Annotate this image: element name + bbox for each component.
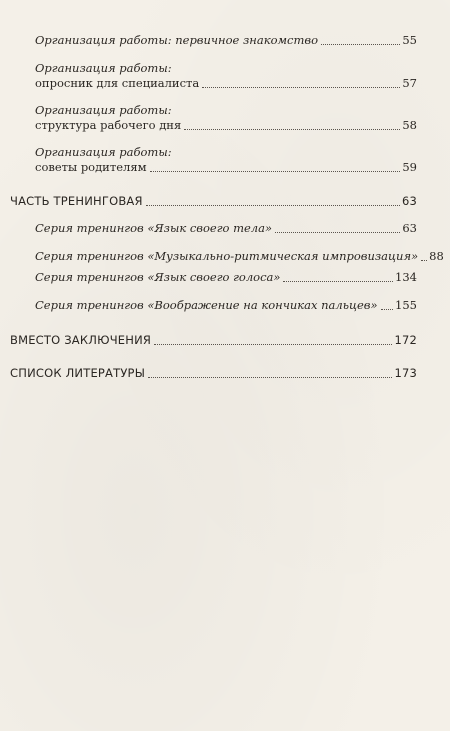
toc-entry-page: 134 — [395, 270, 417, 284]
toc-entry-title: Серия тренингов «Язык своего голоса» — [35, 270, 281, 284]
toc-entry[interactable] — [35, 298, 417, 313]
toc-entry[interactable] — [35, 221, 417, 236]
toc-section-title: ЧАСТЬ ТРЕНИНГОВАЯ — [10, 194, 143, 208]
toc-entry-title: Серия тренингов «Язык своего тела» — [35, 221, 273, 235]
toc-entry[interactable] — [35, 33, 417, 48]
toc-entry-title-cont: структура рабочего дня — [35, 118, 182, 132]
toc-section-page: 172 — [394, 333, 417, 347]
dot-leader — [146, 205, 400, 206]
dot-leader — [275, 232, 400, 233]
dot-leader — [184, 129, 400, 130]
toc-entry-title: Серия тренингов «Музыкально-ритмическая импровизация» — [35, 249, 419, 263]
toc-entry-page: 88 — [429, 249, 444, 263]
toc-entry-page: 63 — [402, 221, 417, 235]
toc-entry[interactable] — [35, 249, 444, 264]
toc-entry[interactable] — [35, 270, 417, 285]
toc-section[interactable] — [10, 366, 417, 381]
toc-entry-page: 59 — [402, 160, 417, 174]
dot-leader — [150, 171, 401, 172]
toc-section-page: 63 — [401, 194, 417, 208]
toc-entry[interactable] — [35, 61, 417, 91]
toc-entry-title: Организация работы: первичное знакомство — [35, 33, 319, 47]
toc-section-title: ВМЕСТО ЗАКЛЮЧЕНИЯ — [10, 333, 152, 347]
toc-entry-title: Организация работы: — [35, 145, 172, 159]
toc-entry-page: 155 — [395, 298, 417, 312]
toc-section-title: СПИСОК ЛИТЕРАТУРЫ — [10, 366, 146, 380]
dot-leader — [202, 87, 400, 88]
dot-leader — [283, 281, 393, 282]
toc-entry-page: 57 — [402, 76, 417, 90]
toc-section[interactable] — [10, 194, 417, 209]
toc-section[interactable] — [10, 333, 417, 348]
toc-entry[interactable] — [35, 103, 417, 133]
dot-leader — [148, 377, 392, 378]
toc-entry-page: 55 — [402, 33, 417, 47]
toc-section-page: 173 — [394, 366, 417, 380]
toc-entry-title: Серия тренингов «Воображение на кончиках пальцев» — [35, 298, 378, 312]
toc-entry[interactable] — [35, 145, 417, 175]
toc-entry-title-cont: советы родителям — [35, 160, 147, 174]
dot-leader — [154, 344, 392, 345]
dot-leader — [381, 309, 394, 310]
dot-leader — [421, 260, 427, 261]
toc-entry-title-cont: опросник для специалиста — [35, 76, 200, 90]
toc-entry-title: Организация работы: — [35, 103, 172, 117]
dot-leader — [321, 44, 400, 45]
toc-entry-page: 58 — [402, 118, 417, 132]
toc-entry-title: Организация работы: — [35, 61, 172, 75]
